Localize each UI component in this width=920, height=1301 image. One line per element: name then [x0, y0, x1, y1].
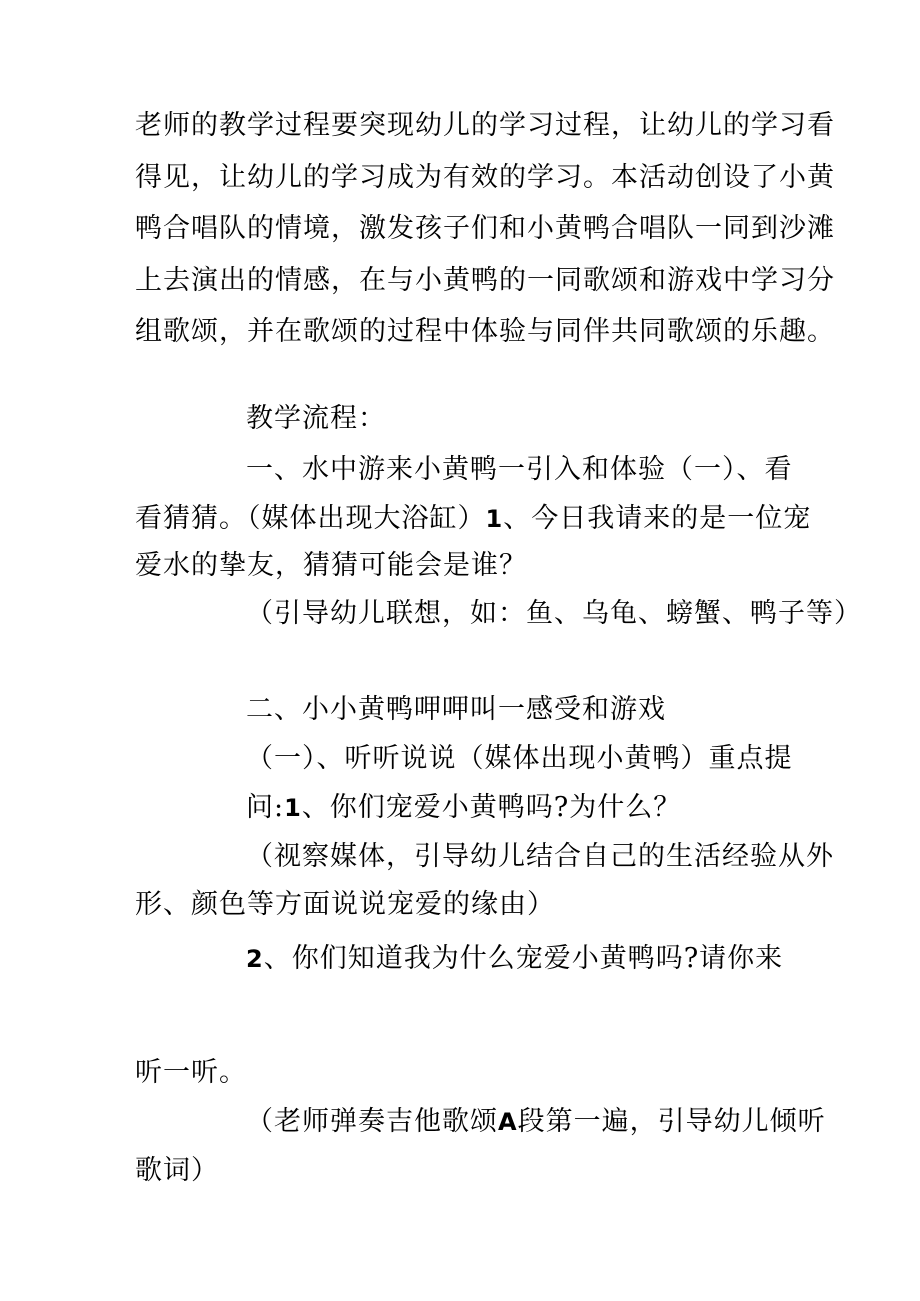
section2-line-3	[246, 790, 681, 826]
section2-line-2: （一）、听听说说（媒体出现小黄鸭）重点提	[246, 743, 793, 774]
intro-line-1: 老师的教学过程要突现幼儿的学习过程，让幼儿的学习看	[135, 110, 835, 141]
section2-line-8-text-b: 段第一遍，引导幼儿倾听	[517, 1106, 826, 1137]
section2-line-6	[246, 941, 783, 977]
section2-line-3-text-a: 问:	[246, 792, 285, 823]
flow-heading: 教学流程：	[246, 403, 386, 434]
intro-line-5: 组歌颂，并在歌颂的过程中体验与同伴共同歌颂的乐趣。	[135, 316, 835, 347]
section2-line-3-number: 1	[284, 794, 302, 822]
section2-line-8-text-a: （老师弹奏吉他歌颂	[246, 1106, 498, 1137]
intro-line-2: 得见，让幼儿的学习成为有效的学习。本活动创设了小黄	[135, 162, 835, 193]
section2-line-9: 歌词）	[135, 1155, 219, 1186]
section1-line-2-text-a: 看猜猜。（媒体出现大浴缸）	[135, 503, 486, 534]
section2-line-5: 形、颜色等方面说说宠爱的缘由）	[135, 889, 555, 920]
section1-line-1: 一、水中游来小黄鸭一引入和体验（一）、看	[246, 454, 793, 485]
section1-line-2	[135, 501, 811, 537]
section2-line-7: 听一听。	[135, 1057, 247, 1088]
section1-line-2-number: 1	[485, 505, 504, 533]
intro-line-4: 上去演出的情感，在与小黄鸭的一同歌颂和游戏中学习分	[135, 265, 835, 296]
section2-line-6-text: 、你们知道我为什么宠爱小黄鸭吗?请你来	[263, 943, 784, 974]
section2-line-8-letter: A	[498, 1108, 518, 1136]
section2-line-1: 二、小小黄鸭呷呷叫一感受和游戏	[246, 694, 666, 725]
section2-line-6-number: 2	[246, 945, 264, 973]
section1-line-2-text-b: 、今日我请来的是一位宠	[503, 503, 812, 534]
section1-line-3: 爱水的挚友，猜猜可能会是谁？	[135, 550, 527, 581]
section2-line-3-text-b: 、你们宠爱小黄鸭吗?为什么？	[301, 792, 682, 823]
section2-line-8	[246, 1104, 826, 1140]
intro-line-3: 鸭合唱队的情境，激发孩子们和小黄鸭合唱队一同到沙滩	[135, 213, 835, 244]
section2-line-4: （视察媒体，引导幼儿结合自己的生活经验从外	[246, 841, 834, 872]
section1-line-4: （引导幼儿联想，如：鱼、乌龟、螃蟹、鸭子等）	[246, 598, 862, 629]
